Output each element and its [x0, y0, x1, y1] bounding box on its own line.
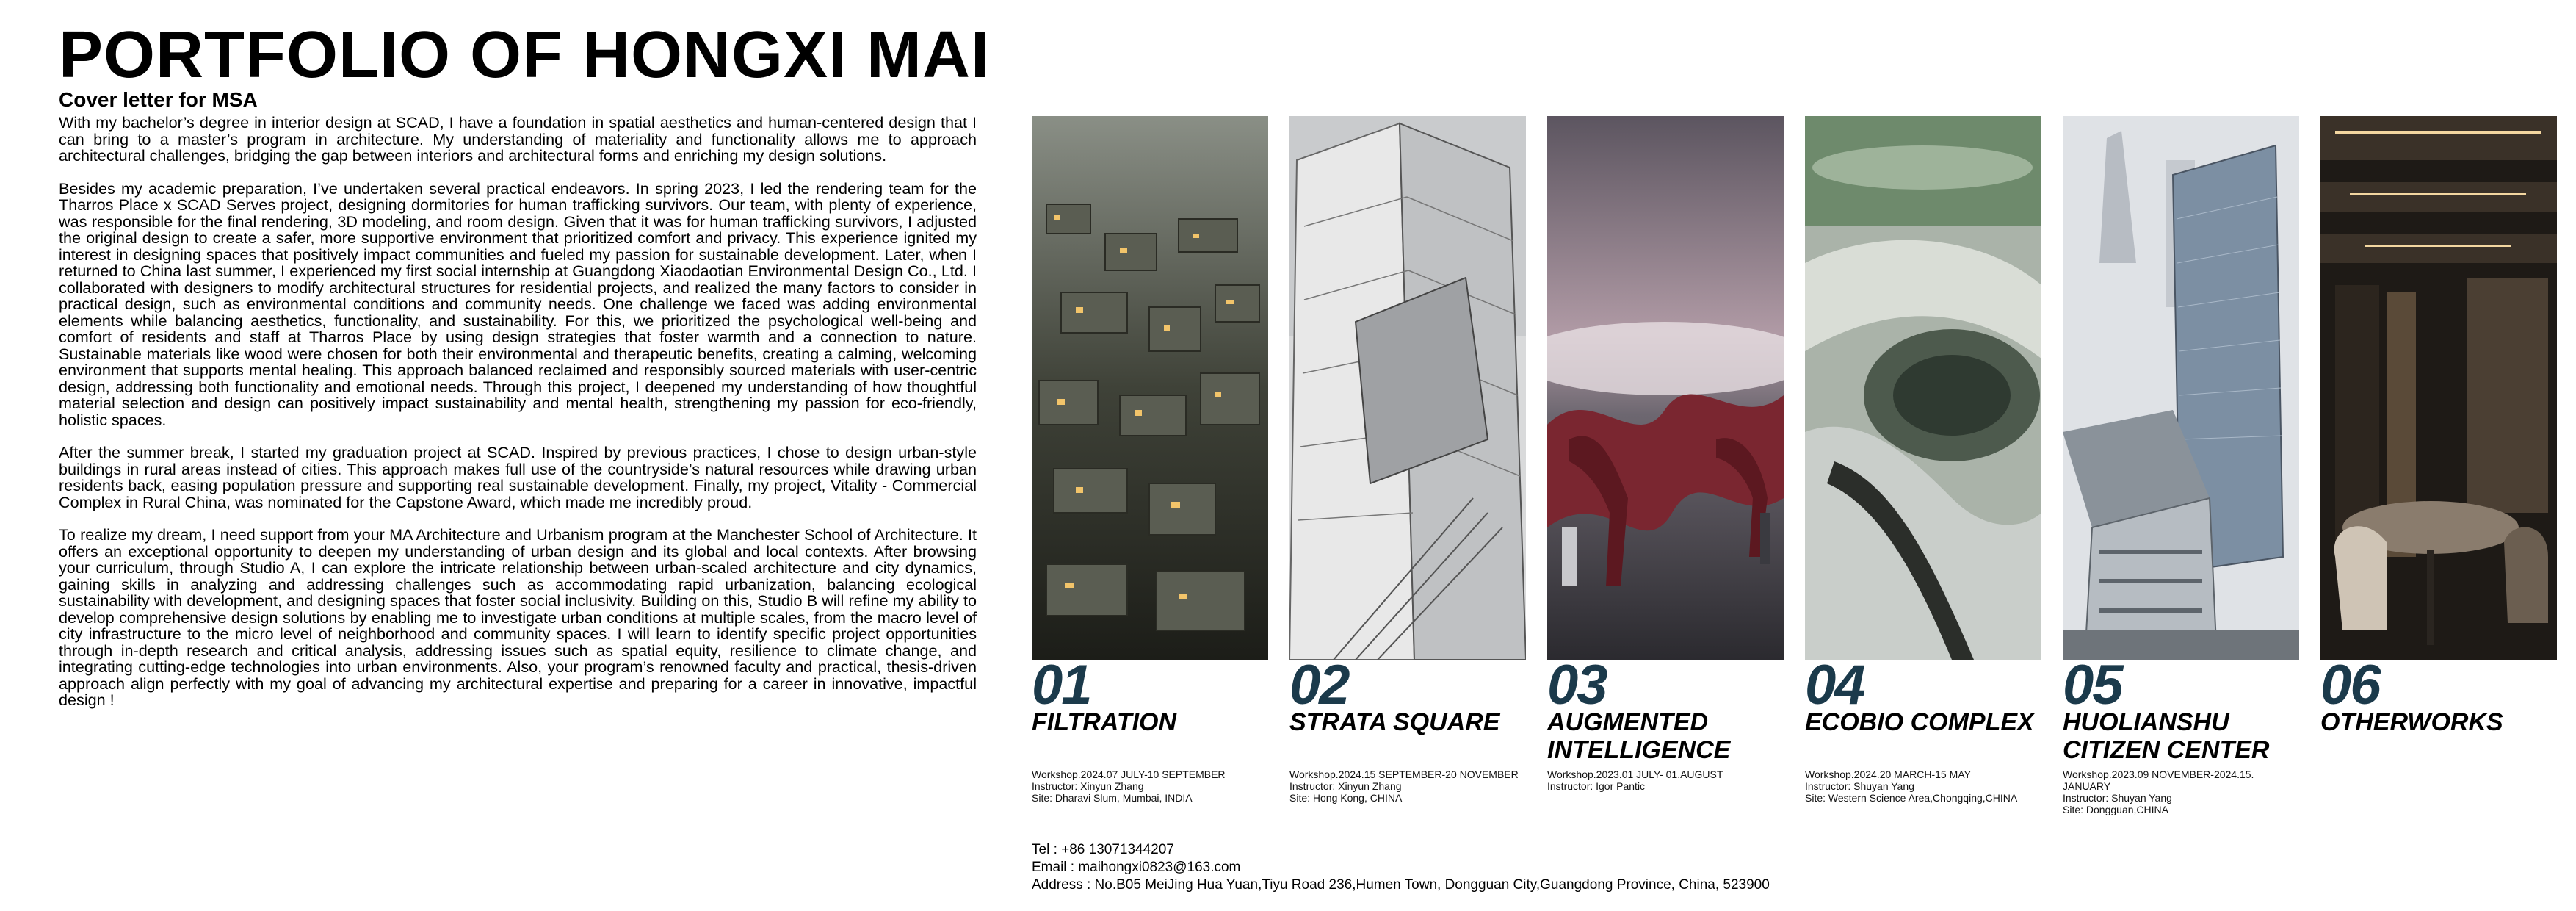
instructor: Instructor: Shuyan Yang [1805, 780, 1914, 792]
site: Site: Hong Kong, CHINA [1289, 792, 1403, 804]
workshop-dates: Workshop.2024.15 SEPTEMBER-20 NOVEMBER [1289, 768, 1519, 780]
site: Site: Western Science Area,Chongqing,CHINA [1805, 792, 2018, 804]
project-details [2063, 768, 2305, 815]
contact-email[interactable]: Email : maihongxi0823@163.com [1032, 860, 1241, 875]
project-04-image[interactable] [1805, 116, 2041, 660]
project-number: 06 [2320, 654, 2380, 716]
project-title-line: HUOLIANSHU [2063, 708, 2229, 736]
workshop-dates: Workshop.2024.20 MARCH-15 MAY [1805, 768, 1971, 780]
project-02[interactable] [1289, 116, 1526, 821]
project-number: 04 [1805, 654, 1864, 716]
workshop-dates: Workshop.2024.07 JULY-10 SEPTEMBER [1032, 768, 1226, 780]
workshop-dates: Workshop.2023.01 JULY- 01.AUGUST [1547, 768, 1723, 780]
project-number: 02 [1289, 654, 1349, 716]
site: Site: Dongguan,CHINA [2063, 804, 2168, 815]
instructor: Instructor: Xinyun Zhang [1289, 780, 1402, 792]
project-06[interactable] [2320, 116, 2557, 821]
project-06-image[interactable] [2320, 116, 2557, 660]
cover-letter-heading: Cover letter for MSA [59, 88, 258, 111]
project-05-image[interactable] [2063, 116, 2299, 660]
contact-address: Address : No.B05 MeiJing Hua Yuan,Tiyu Road 236,Humen Town, Dongguan City,Guangdong Province, China, 523900 [1032, 877, 1770, 893]
project-05[interactable] [2063, 116, 2299, 821]
project-01-image[interactable] [1032, 116, 1268, 660]
workshop-dates: Workshop.2023.09 NOVEMBER-2024.15. [2063, 768, 2254, 780]
letter-paragraph: After the summer break, I started my graduation project at SCAD. Inspired by previous practices, I chose to design urban-style buildings in rural areas instead of cities. This approach makes full use of the countryside’s natural resources while drawing urban residents back, easing population pressure and supporting real sustainable development. Finally, my project, Vitality - Commercial Complex in Rural China, was nominated for the Capstone Award, which made me incredibly proud. [59, 443, 977, 511]
project-details [1547, 768, 1790, 792]
workshop-dates: JANUARY [2063, 780, 2111, 792]
project-03-image[interactable] [1547, 116, 1784, 660]
project-title [2063, 708, 2305, 764]
project-number: 05 [2063, 654, 2122, 716]
project-details [1032, 768, 1274, 804]
letter-paragraph: Besides my academic preparation, I’ve undertaken several practical endeavors. In spring 2023, I led the rendering team for the Tharros Place x SCAD Serves project, designing dormitories for human trafficking survivors. Our team, with plenty of experience, was responsible for the final rendering, 3D modeling, and room design. Given that it was for human trafficking survivors, I adjusted the original design to create a safer, more supportive environment that prioritized comfort and privacy. This experience ignited my interest in designing spaces that positively impact communities and fueled my passion for sustainable development. Later, when I returned to China last summer, I experienced my first social internship at Guangdong Xiaodaotian Environmental Design Co., Ltd. I collaborated with designers to modify architectural structures for residential projects, and realized the many factors to consider in practical design, such as environmental conditions and community needs. One challenge we faced was adding environmental elements while balancing aesthetics, functionality, and sustainability. For this, we prioritized the psychological well-being and comfort of residents and staff at Tharros Place by using design strategies that foster warmth and a connection to nature. Sustainable materials like wood were chosen for both their environmental and therapeutic benefits, creating a calming, welcoming environment that supports mental healing. This approach balanced reclaimed and responsibly sourced materials with user-centric design, addressing both functionality and emotional needs. Through this project, I deepened my understanding of how thoughtful material selection and design can positively impact sustainability and mental health, strengthening my passion for eco-friendly, holistic spaces. [59, 179, 977, 429]
letter-paragraph: With my bachelor’s degree in interior design at SCAD, I have a foundation in spatial aesthetics and human-centered design that I can bring to a master’s program in architecture. My understanding of materiality and functionality allows me to approach architectural challenges, bridging the gap between interiors and architectural forms and enriching my design solutions. [59, 113, 977, 165]
project-title-line: INTELLIGENCE [1547, 736, 1731, 764]
contact-info [1032, 841, 1770, 894]
page-title: PORTFOLIO OF HONGXI MAI [59, 18, 990, 92]
instructor: Instructor: Igor Pantic [1547, 780, 1646, 792]
project-title: ECOBIO COMPLEX [1805, 708, 2034, 736]
instructor: Instructor: Xinyun Zhang [1032, 780, 1144, 792]
letter-paragraph: To realize my dream, I need support from your MA Architecture and Urbanism program at the Manchester School of Architecture. It offers an exceptional opportunity to deepen my understanding of urban design and its global and local contexts. After browsing your curriculum, through Studio A, I can explore the intricate relationship between urban-scaled architecture and city dynamics, gaining skills in analyzing and addressing challenges such as accommodating rapid urbanization, balancing ecological sustainability with development, and designing spaces that foster social inclusivity. Building on this, Studio B will refine my ability to develop comprehensive design solutions by enabling me to investigate urban conditions at multiple scales, from the macro level of city infrastructure to the micro level of neighborhood and community spaces. I will learn to identify specific project opportunities through in-depth research and critical analysis, addressing issues such as spatial equity, resilience to climate change, and integrating cutting-edge technologies into urban environments. Also, your program’s renowned faculty and practical, thesis-driven approach align perfectly with my goal of advancing my architectural expertise and preparing for a career in innovative, impactful design ! [59, 525, 977, 709]
site: Site: Dharavi Slum, Mumbai, INDIA [1032, 792, 1193, 804]
project-03[interactable] [1547, 116, 1784, 821]
project-04[interactable] [1805, 116, 2041, 821]
project-01[interactable] [1032, 116, 1268, 821]
project-details [1289, 768, 1532, 804]
project-title-line: CITIZEN CENTER [2063, 736, 2270, 764]
project-title: FILTRATION [1032, 708, 1177, 736]
project-number: 01 [1032, 654, 1091, 716]
project-details [1805, 768, 2047, 804]
project-title: STRATA SQUARE [1289, 708, 1500, 736]
project-title [1547, 708, 1790, 764]
project-number: 03 [1547, 654, 1607, 716]
project-02-image[interactable] [1289, 116, 1526, 660]
project-title-line: AUGMENTED [1547, 708, 1709, 736]
instructor: Instructor: Shuyan Yang [2063, 792, 2172, 804]
project-title: OTHERWORKS [2320, 708, 2503, 736]
cover-letter-body [59, 115, 977, 725]
contact-phone[interactable]: Tel : +86 13071344207 [1032, 842, 1174, 857]
